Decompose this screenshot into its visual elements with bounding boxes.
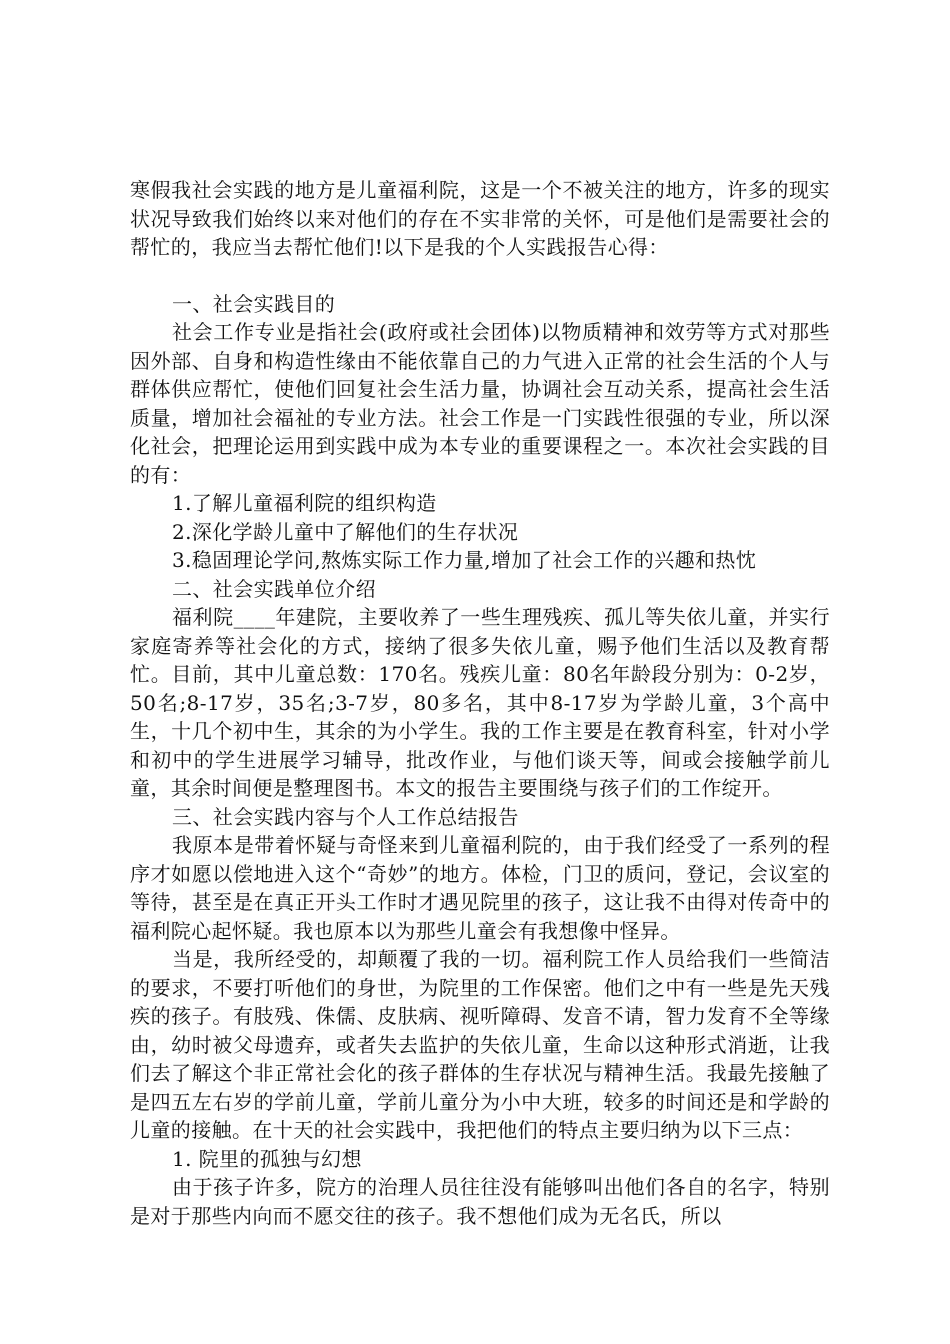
goal-item-2: 2.深化学龄儿童中了解他们的生存状况 (172, 519, 519, 544)
section3-paragraph-1: 我原本是带着怀疑与奇怪来到儿童福利院的，由于我们经受了一系列的程序才如愿以偿地进入这个“奇妙”的地方。体检，门卫的质问，登记，会议室的等待，甚至是在真正开头工作时才遇见院里的孩子，这让我不由得对传奇中的福利院心起怀疑。我也原本以为那些儿童会有我想像中怪异。 (130, 833, 830, 943)
section3-paragraph-2: 当是，我所经受的，却颠覆了我的一切。福利院工作人员给我们一些简洁的要求，不要打听他们的身世，为院里的工作保密。他们之中有一些是先天残疾的孩子。有肢残、侏儒、皮肤病、视听障碍、发音不请，智力发育不全等缘由，幼时被父母遗弃，或者失去监护的失依儿童，生命以这种形式消逝，让我们去了解这个非正常社会化的孩子群体的生存状况与精神生活。我最先接触了是四五左右岁的学前儿童，学前儿童分为小中大班，较多的时间还是和学龄的儿童的接触。在十天的社会实践中，我把他们的特点主要归纳为以下三点： (130, 947, 830, 1142)
section2-paragraph: 福利院____年建院，主要收养了一些生理残疾、孤儿等失依儿童，并实行家庭寄养等社会化的方式，接纳了很多失依儿童，赐予他们生活以及教育帮忙。目前，其中儿童总数：170名。残疾儿童：80名年龄段分别为：0-2岁，50名;8-17岁，35名;3-7岁，80多名，其中8-17岁为学龄儿童，3个高中生，十几个初中生，其余的为小学生。我的工作主要是在教育科室，针对小学和初中的学生进展学习辅导，批改作业，与他们谈天等，间或会接触学前儿童，其余时间便是整理图书。本文的报告主要围绕与孩子们的工作绽开。 (130, 605, 830, 800)
section2-heading: 二、社会实践单位介绍 (172, 576, 376, 601)
goal-item-1: 1.了解儿童福利院的组织构造 (172, 491, 437, 515)
point1-heading: 1. 院里的孤独与幻想 (172, 1146, 362, 1171)
document-page (130, 176, 830, 1230)
intro-paragraph: 寒假我社会实践的地方是儿童福利院，这是一个不被关注的地方，许多的现实状况导致我们始终以来对他们的存在不实非常的关怀，可是他们是需要社会的帮忙的，我应当去帮忙他们!以下是我的个人实践报告心得： (130, 178, 830, 259)
paragraph-gap (130, 262, 830, 290)
goal-item-3: 3.稳固理论学问,熬炼实际工作力量,增加了社会工作的兴趣和热忱 (172, 548, 757, 572)
section1-heading: 一、社会实践目的 (172, 291, 336, 316)
point1-paragraph: 由于孩子许多，院方的治理人员往往没有能够叫出他们各自的名字，特别是对于那些内向而不愿交往的孩子。我不想他们成为无名氏，所以 (130, 1175, 830, 1228)
section1-paragraph: 社会工作专业是指社会(政府或社会团体)以物质精神和效劳等方式对那些因外部、自身和构造性缘由不能依靠自己的力气进入正常的社会生活的个人与群体供应帮忙，使他们回复社会生活力量，协调社会互动关系，提高社会生活质量，增加社会福祉的专业方法。社会工作是一门实践性很强的专业，所以深化社会，把理论运用到实践中成为本专业的重要课程之一。本次社会实践的目的有： (130, 320, 830, 487)
section3-heading: 三、社会实践内容与个人工作总结报告 (172, 804, 519, 829)
